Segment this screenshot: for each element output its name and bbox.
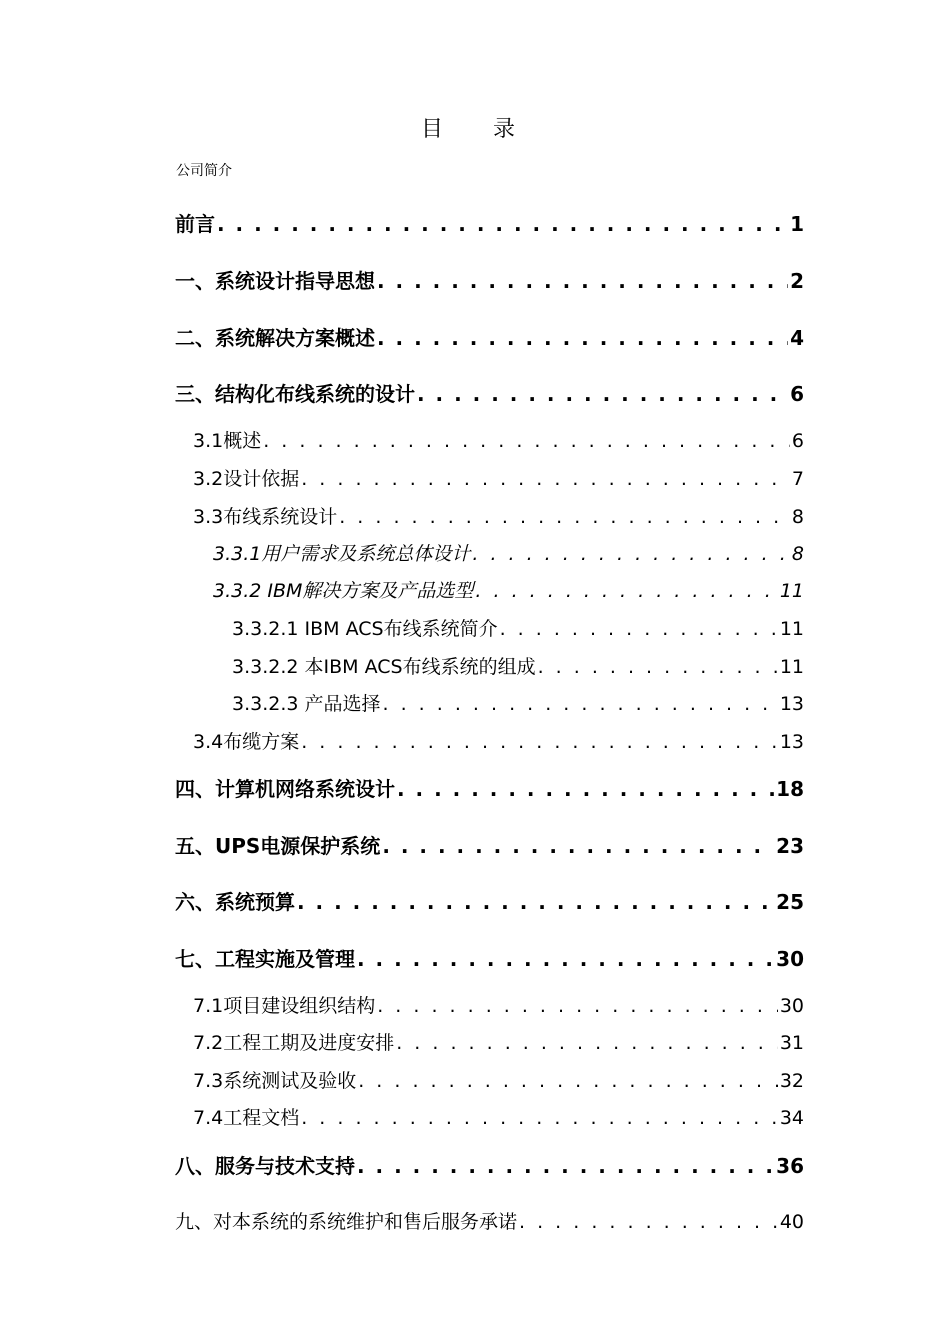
dot-leader: [417, 382, 788, 406]
toc-entry-label: 四、计算机网络系统设计: [175, 777, 395, 801]
toc-entry-7-4[interactable]: [193, 1103, 804, 1130]
toc-entry-chapter-4[interactable]: [175, 773, 804, 802]
toc-entry-7-1[interactable]: [193, 991, 804, 1018]
toc-entry-3-1[interactable]: [193, 426, 804, 453]
toc-entry-page: 11: [779, 656, 804, 678]
dot-leader: [301, 731, 778, 753]
toc-entry-label: 7.2工程工期及进度安排: [193, 1032, 395, 1054]
toc-entry-label: 3.3.2 IBM解决方案及产品选型: [213, 580, 474, 602]
toc-entry-label: 3.3.2.2 本IBM ACS布线系统的组成: [232, 656, 536, 678]
toc-entry-page: 40: [779, 1211, 804, 1233]
dot-leader: [339, 506, 790, 528]
toc-entry-page: 25: [776, 890, 804, 914]
toc-entry-label: 3.4布缆方案: [193, 731, 300, 753]
toc-entry-label: 前言: [175, 212, 215, 236]
toc-entry-page: 30: [779, 995, 804, 1017]
toc-entry-3-3-2-1[interactable]: [232, 614, 804, 641]
toc-entry-label: 7.3系统测试及验收: [193, 1070, 357, 1092]
toc-entry-7-3[interactable]: [193, 1066, 804, 1093]
dot-leader: [500, 618, 778, 640]
toc-entry-3-3-1[interactable]: [213, 539, 804, 566]
dot-leader: [217, 212, 788, 236]
toc-entry-chapter-6[interactable]: [175, 886, 804, 915]
toc-entry-label: 3.2设计依据: [193, 468, 300, 490]
toc-entry-label: 3.3.2.3 产品选择: [232, 693, 381, 715]
dot-leader: [358, 1070, 778, 1092]
toc-entry-page: 8: [791, 543, 804, 565]
dot-leader: [383, 693, 778, 715]
toc-entry-3-3-2-3[interactable]: [232, 689, 804, 716]
toc-entry-label: 一、系统设计指导思想: [175, 269, 375, 293]
toc-entry-page: 1: [790, 212, 804, 236]
toc-entry-page: 13: [779, 693, 804, 715]
toc-entry-preface[interactable]: [175, 208, 804, 237]
toc-entry-page: 2: [790, 269, 804, 293]
toc-entry-chapter-9[interactable]: [175, 1207, 804, 1234]
toc-entry-label: 7.1项目建设组织结构: [193, 995, 376, 1017]
toc-entry-label: 三、结构化布线系统的设计: [175, 382, 415, 406]
toc-entry-chapter-2[interactable]: [175, 322, 804, 351]
toc-entry-3-3[interactable]: [193, 502, 804, 529]
toc-entry-chapter-1[interactable]: [175, 265, 804, 294]
dot-leader: [301, 1107, 778, 1129]
toc-entry-label: 3.3.1用户需求及系统总体设计: [213, 543, 471, 565]
company-intro-label: 公司简介: [176, 163, 232, 179]
toc-entry-page: 11: [779, 580, 804, 602]
toc-entry-page: 36: [776, 1154, 804, 1178]
toc-title: 目 录: [420, 117, 529, 142]
toc-entry-page: 34: [779, 1107, 804, 1129]
dot-leader: [377, 326, 788, 350]
dot-leader: [397, 777, 774, 801]
toc-entry-label: 八、服务与技术支持: [175, 1154, 355, 1178]
dot-leader: [301, 468, 790, 490]
toc-entry-label: 3.3.2.1 IBM ACS布线系统简介: [232, 618, 498, 640]
toc-entry-label: 六、系统预算: [175, 890, 295, 914]
toc-entry-label: 3.1概述: [193, 430, 262, 452]
toc-entry-page: 13: [779, 731, 804, 753]
dot-leader: [472, 543, 790, 565]
dot-leader: [263, 430, 790, 452]
toc-entry-chapter-7[interactable]: [175, 943, 804, 972]
dot-leader: [538, 656, 778, 678]
toc-entry-page: 11: [779, 618, 804, 640]
toc-entry-3-2[interactable]: [193, 464, 804, 491]
dot-leader: [382, 834, 774, 858]
toc-entry-page: 23: [776, 834, 804, 858]
toc-entry-3-3-2-2[interactable]: [232, 652, 804, 679]
dot-leader: [377, 269, 788, 293]
toc-entry-page: 6: [791, 430, 804, 452]
dot-leader: [377, 995, 778, 1017]
toc-entry-page: 6: [790, 382, 804, 406]
toc-entry-chapter-8[interactable]: [175, 1150, 804, 1179]
toc-entry-chapter-5[interactable]: [175, 830, 804, 859]
dot-leader: [519, 1211, 778, 1233]
toc-entry-label: 7.4工程文档: [193, 1107, 300, 1129]
toc-entry-label: 九、对本系统的系统维护和售后服务承诺: [175, 1211, 518, 1233]
toc-entry-3-4[interactable]: [193, 727, 804, 754]
toc-entry-7-2[interactable]: [193, 1028, 804, 1055]
toc-entry-label: 五、UPS电源保护系统: [175, 834, 381, 858]
toc-entry-label: 二、系统解决方案概述: [175, 326, 375, 350]
toc-entry-page: 4: [790, 326, 804, 350]
toc-entry-label: 3.3布线系统设计: [193, 506, 338, 528]
toc-entry-page: 18: [776, 777, 804, 801]
dot-leader: [475, 580, 777, 602]
toc-entry-page: 31: [779, 1032, 804, 1054]
toc-entry-3-3-2[interactable]: [213, 576, 804, 603]
toc-entry-label: 七、工程实施及管理: [175, 947, 355, 971]
toc-entry-page: 32: [779, 1070, 804, 1092]
toc-entry-page: 7: [791, 468, 804, 490]
dot-leader: [357, 947, 774, 971]
toc-entry-chapter-3[interactable]: [175, 378, 804, 407]
dot-leader: [357, 1154, 774, 1178]
dot-leader: [396, 1032, 778, 1054]
toc-entry-page: 8: [791, 506, 804, 528]
toc-entry-page: 30: [776, 947, 804, 971]
dot-leader: [297, 890, 774, 914]
